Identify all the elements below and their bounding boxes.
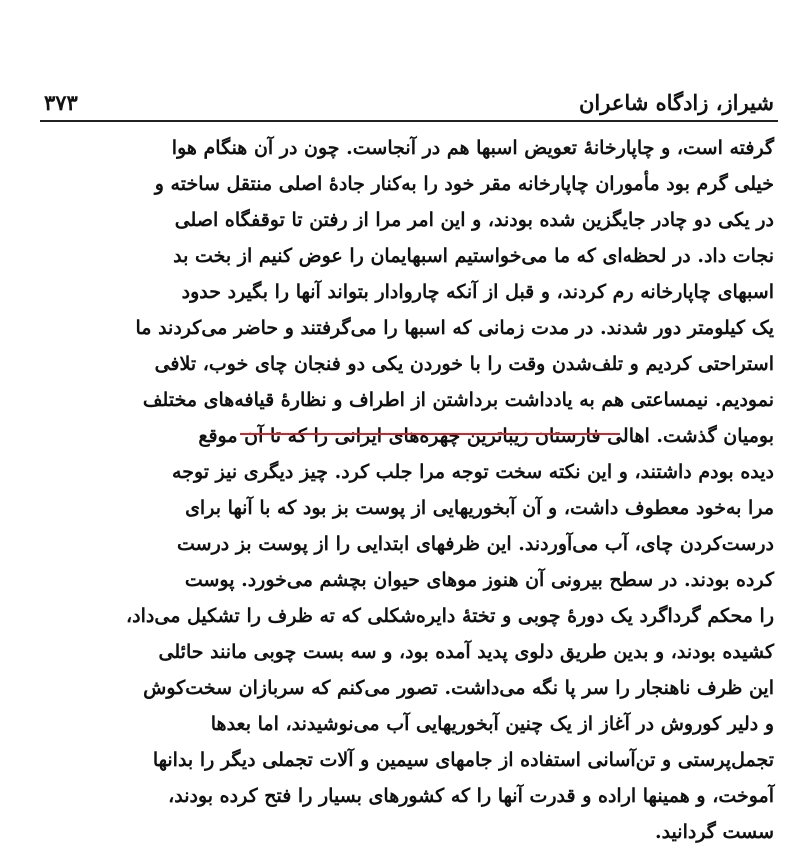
text-line: گرفته است، و چاپارخانهٔ تعویض اسبها هم در آنجاست. چون در آن هنگام هوا — [171, 137, 774, 159]
book-page — [40, 0, 778, 843]
text-line: دیده بودم داشتند، و این نکته سخت توجه مرا جلب کرد. چیز دیگری نیز توجه — [172, 461, 774, 483]
running-head — [40, 84, 778, 118]
text-line: تجمل‌پرستی و تن‌آسانی استفاده از جامهای سیمین و آلات تجملی دیگر را بدانها — [152, 749, 774, 771]
text-line: در یکی دو چادر جایگزین شده بودند، و این امر مرا از رفتن تا توقفگاه اصلی — [174, 209, 774, 231]
text-line: خیلی گرم بود مأموران چاپارخانه مقر خود را به‌کنار جادهٔ اصلی منتقل ساخته و — [154, 173, 774, 195]
text-line: آموخت، و همینها اراده و قدرت آنها را که کشورهای بسیار را فتح کرده بودند، — [168, 785, 774, 807]
text-line: و دلیر کوروش در آغاز از یک چنین آبخوریهایی آب می‌نوشیدند، اما بعدها — [210, 713, 774, 735]
text-line: کشیده بودند، و بدین طریق دلوی پدید آمده بود، و سه بست چوبی مانند حائلی — [158, 641, 774, 663]
red-underline-annotation — [240, 433, 620, 435]
text-line: این ظرف ناهنجار را سر پا نگه می‌داشت. تصور می‌کنم که سربازان سخت‌کوش — [143, 677, 774, 699]
page-number: ۳۷۳ — [44, 90, 78, 115]
text-line: را محکم گرداگرد یک دورهٔ چوبی و تختهٔ دایره‌شکلی که ته ظرف را تشکیل می‌داد، — [126, 605, 774, 627]
running-title: شیراز، زادگاه شاعران — [579, 90, 774, 115]
text-line: سست گردانید. — [654, 821, 774, 843]
text-line: درست‌کردن چای، آب می‌آوردند. این ظرفهای ابتدایی را از پوست بز درست — [177, 533, 774, 555]
text-line: نجات داد. در لحظه‌ای که ما می‌خواستیم اسبهایمان را عوض کنیم از بخت بد — [173, 245, 774, 267]
text-line: استراحتی کردیم و تلف‌شدن وقت را با خوردن یکی دو فنجان چای خوب، تلافی — [154, 353, 774, 375]
text-line: نمودیم. نیمساعتی هم به یادداشت برداشتن از اطراف و نظارهٔ قیافه‌های مختلف — [142, 389, 774, 411]
text-line: کرده بودند. در سطح بیرونی آن هنوز موهای حیوان بچشم می‌خورد. پوست — [184, 569, 774, 591]
text-line: مرا به‌خود معطوف داشت، و آن آبخوریهایی از پوست بز بود که با آنها برای — [185, 497, 774, 519]
body-text — [40, 130, 778, 850]
header-rule — [40, 120, 778, 122]
text-line: بومیان گذشت. اهالی فارستان زیباترین چهره‌های ایرانی را که تا آن موقع — [198, 425, 774, 447]
text-line: یک کیلومتر دور شدند. در مدت زمانی که اسبها را می‌گرفتند و حاضر می‌کردند ما — [135, 317, 774, 339]
text-line: اسبهای چاپارخانه رم کردند، و قبل از آنکه چاروادار بتواند آنها را بگیرد حدود — [181, 281, 774, 303]
